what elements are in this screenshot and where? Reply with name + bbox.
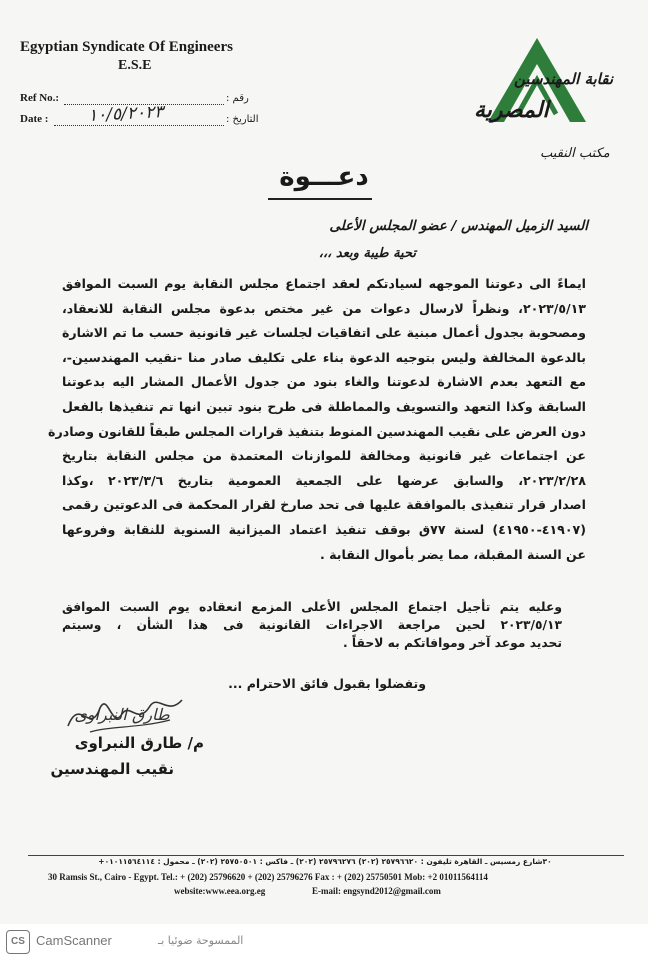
ref-label-ar: رقم : (226, 93, 249, 104)
body-line: مع التعهد بعدم الاشارة لدعوتنا والغاء بنود من جدول الأعمال المشار اليه بدعوتنا (62, 374, 586, 390)
camscanner-label-ar: الممسوحة ضوئيا بـ (158, 934, 244, 947)
body-line: عن السنة المقبلة، مما يضر بأموال النقابة . (320, 546, 586, 562)
body-line: (٤١٩٠٧-٤١٩٥٠) لسنة ٧٧ق بوقف تنفيذ اعتماد الميزانية السنوية للنقابة وفروعها (62, 521, 586, 537)
footer-website: website:www.eea.org.eg (174, 886, 266, 896)
date-line (54, 125, 224, 126)
body2-line: ٢٠٢٣/٥/١٣ لحين مراجعة الاجراءات القانونية فى هذا الشأن ، وسيتم (62, 618, 562, 632)
document-title: دعـــوة (279, 162, 369, 192)
organization-abbreviation: E.S.E (118, 58, 152, 73)
body2-line: وعليه يتم تأجيل اجتماع المجلس الأعلى المزمع انعقاده يوم السبت الموافق (62, 600, 562, 614)
title-underline (268, 198, 372, 200)
body-line: دون العرض على نقيب المهندسين المنوط بتنفيذ قرارات المجلس طبقاً للقانون وصادرة (48, 423, 586, 439)
body-line: بالدعوة المخالفة وليس بتوجيه الدعوة بناء على تكليف صادر منا -نقيب المهندسين-، (62, 349, 586, 365)
body-line: ٢٠٢٣/٢/٢٨، والسابق عرضها على الجمعية العمومية بتاريخ ٢٠٢٣/٣/٦ ،وكذا (62, 472, 586, 488)
greeting: تحية طيبة وبعد ،،، (318, 246, 416, 261)
date-label-ar: التاريخ : (226, 114, 259, 125)
signature-text: طارق النبراوى (74, 705, 170, 724)
office-label: مكتب النقيب (540, 146, 610, 161)
body2-line: تحديد موعد آخر وموافاتكم به لاحقاً . (342, 636, 562, 650)
body-line: اصدار قرار تنفيذى بالموافقة عليها فى تحد صارخ لقرار المحكمة فى الدعوتين رقمى (62, 497, 586, 513)
footer-email: E-mail: engsynd2012@gmail.com (312, 886, 441, 896)
ref-label: Ref No.: (20, 92, 60, 104)
footer-address-en: 30 Ramsis St., Cairo - Egypt. Tel.: + (202) 25796620 + (202) 25796276 Fax : + (202) 25750501 Mob: +2 01011564114 (48, 872, 488, 882)
logo-line1: نقابة المهندسين (514, 70, 614, 88)
footer-divider (28, 855, 624, 856)
recipient: السيد الزميل المهندس / عضو المجلس الأعلى (329, 218, 588, 234)
camscanner-label: CamScanner (36, 933, 112, 948)
body-paragraph-2 (62, 598, 562, 652)
signer-title: نقيب المهندسين (50, 760, 174, 778)
date-label: Date : (20, 113, 49, 125)
organization-name: Egyptian Syndicate Of Engineers (20, 39, 233, 55)
body-line: السابقة وكذا التعهد والتسويف والمماطلة فى طرح بنود تبين انها تم تنفيذها بالفعل (62, 398, 586, 414)
signer-name: م/ طارق النبراوى (74, 734, 204, 752)
body-line: عن اجتماعات غير قانونية ومخالفة للموازنات المعتمدة من مجلس النقابة بتاريخ (62, 448, 586, 464)
body-line: ايماءً الى دعوتنا الموجهه لسيادتكم لعقد اجتماع مجلس النقابة يوم السبت الموافق (62, 276, 586, 291)
body-line: ومصحوبة بجدول أعمال مبنية على اتفاقيات لجلسات غير قانونية حسب ما تم الاشارة (62, 325, 586, 341)
camscanner-icon: CS (6, 930, 30, 954)
closing: وتفضلوا بقبول فائق الاحترام ... (228, 676, 426, 691)
date-value: ١٠/٥/٢٠٢٣ (87, 102, 164, 126)
body-line: ٢٠٢٣/٥/١٣، ونظراً لارسال دعوات من غير مختص بدعوة مجلس النقابة للانعقاد، (62, 300, 586, 316)
logo-line2: المصرية (474, 98, 549, 123)
body-paragraph (48, 272, 586, 567)
footer-address-ar: ٣٠شارع رمسيس ـ القاهرة تليفون : ٢٥٧٩٦٦٢٠ (٢٠٢) ٢٥٧٩٦٢٧٦ (٢٠٢) ـ فاكس : ٢٥٧٥٠٥٠١ (٢٠٢) ـ محمول : ٠١٠١١٥٦٤١١٤+ (98, 857, 552, 866)
